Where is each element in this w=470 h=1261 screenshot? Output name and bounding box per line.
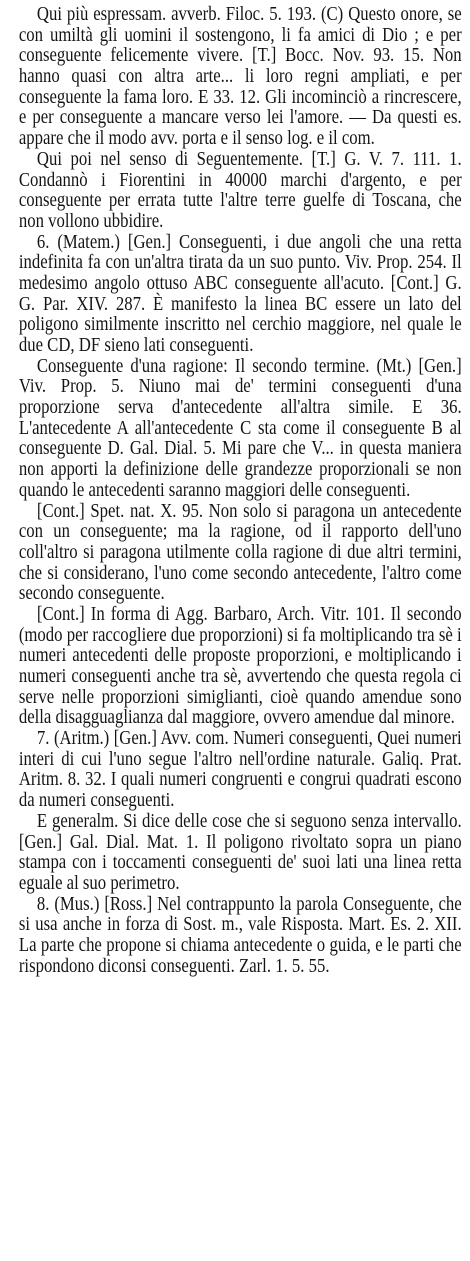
paragraph-espressam: Qui più espressam. avverb. Filoc. 5. 193. (C) Questo onore, se con umiltà gli uomini il sostengono, li fa amici di Dio ; e per conseguente felicemente vivere. [T.] Bocc. Nov. 93. 15. Non hanno quasi con altra arte... li loro regni ampliati, e per conseguente la fama loro. E 33. 12. Gli incominciò a rincrescere, e per conseguente a mancare verso lei l'amore. — Da questi es. appare che il modo avv. porta e il senso log. e il com. — [18, 3, 462, 150]
paragraph-matem: 6. (Matem.) [Gen.] Conseguenti, i due angoli che una retta indefinita fa con un'altra tirata da un suo punto. Viv. Prop. 254. Il medesimo angolo ottuso ABC conseguente all'acuto. [Cont.] G. G. Par. XIV. 287. È manifesto la linea BC essere un lato del poligono similmente inscritto nel cerchio maggiore, nel quale le due CD, DF sieno lati conseguenti. — [18, 230, 462, 356]
paragraph-spet-nat: [Cont.] Spet. nat. X. 95. Non solo si paragona un antecedente con un conseguente; ma la ragione, od il rapporto dell'uno coll'altro si paragona utilmente colla ragione di due altri termini, che si considerano, l'uno come secondo antecedente, l'altro come secondo conseguente. — [18, 499, 462, 605]
paragraph-generalm: E generalm. Si dice delle cose che si seguono senza intervallo. [Gen.] Gal. Dial. Mat. 1. Il poligono rivoltato sopra un piano stampa con i toccamenti conseguenti de' suoi lati una linea retta eguale al suo perimetro. — [18, 809, 462, 894]
paragraph-seguentemente: Qui poi nel senso di Seguentemente. [T.] G. V. 7. 111. 1. Condannò i Fiorentini in 40000 marchi d'argento, e per conseguente per errata tutte l'altre terre guelfe di Toscana, che non vollono ubbidire. — [18, 147, 462, 232]
paragraph-mus: 8. (Mus.) [Ross.] Nel contrappunto la parola Conseguente, che si usa anche in forza di Sost. m., vale Risposta. Mart. Es. 2. XII. La parte che propone si chiama antecedente o guida, e le parti che rispondono diconsi conseguenti. Zarl. 1. 5. 55. — [18, 892, 462, 977]
paragraph-aritm: 7. (Aritm.) [Gen.] Avv. com. Numeri conseguenti, Quei numeri interi di cui l'uno segue l'altro nell'ordine naturale. Galiq. Prat. Aritm. 8. 32. I quali numeri congruenti e congrui quadrati escono da numeri conseguenti. — [18, 727, 462, 812]
paragraph-ragione: Conseguente d'una ragione: Il secondo termine. (Mt.) [Gen.] Viv. Prop. 5. Niuno mai de' termini conseguenti d'una proporzione serva d'antecedente all'altra simile. E 36. L'antecedente A all'antecedente C sta come il conseguente B al conseguente D. Gal. Dial. 5. Mi pare che V... in questa maniera non apporti la definizione delle grandezze proporzionali se non quando le antecedenti saranno maggiori delle conseguenti. — [18, 354, 462, 501]
paragraph-agg-barbaro: [Cont.] In forma di Agg. Barbaro, Arch. Vitr. 101. Il secondo (modo per raccogliere due proporzioni) si fa moltiplicando tra sè i numeri antecedenti delle proposte proporzioni, e moltiplicando i numeri conseguenti anche tra sè, avvertendo che questa regola ci serve nelle proporzioni simiglianti, cioè quando amendue sono della disagguaglianza dal maggiore, ovvero amendue dal minore. — [18, 602, 462, 729]
